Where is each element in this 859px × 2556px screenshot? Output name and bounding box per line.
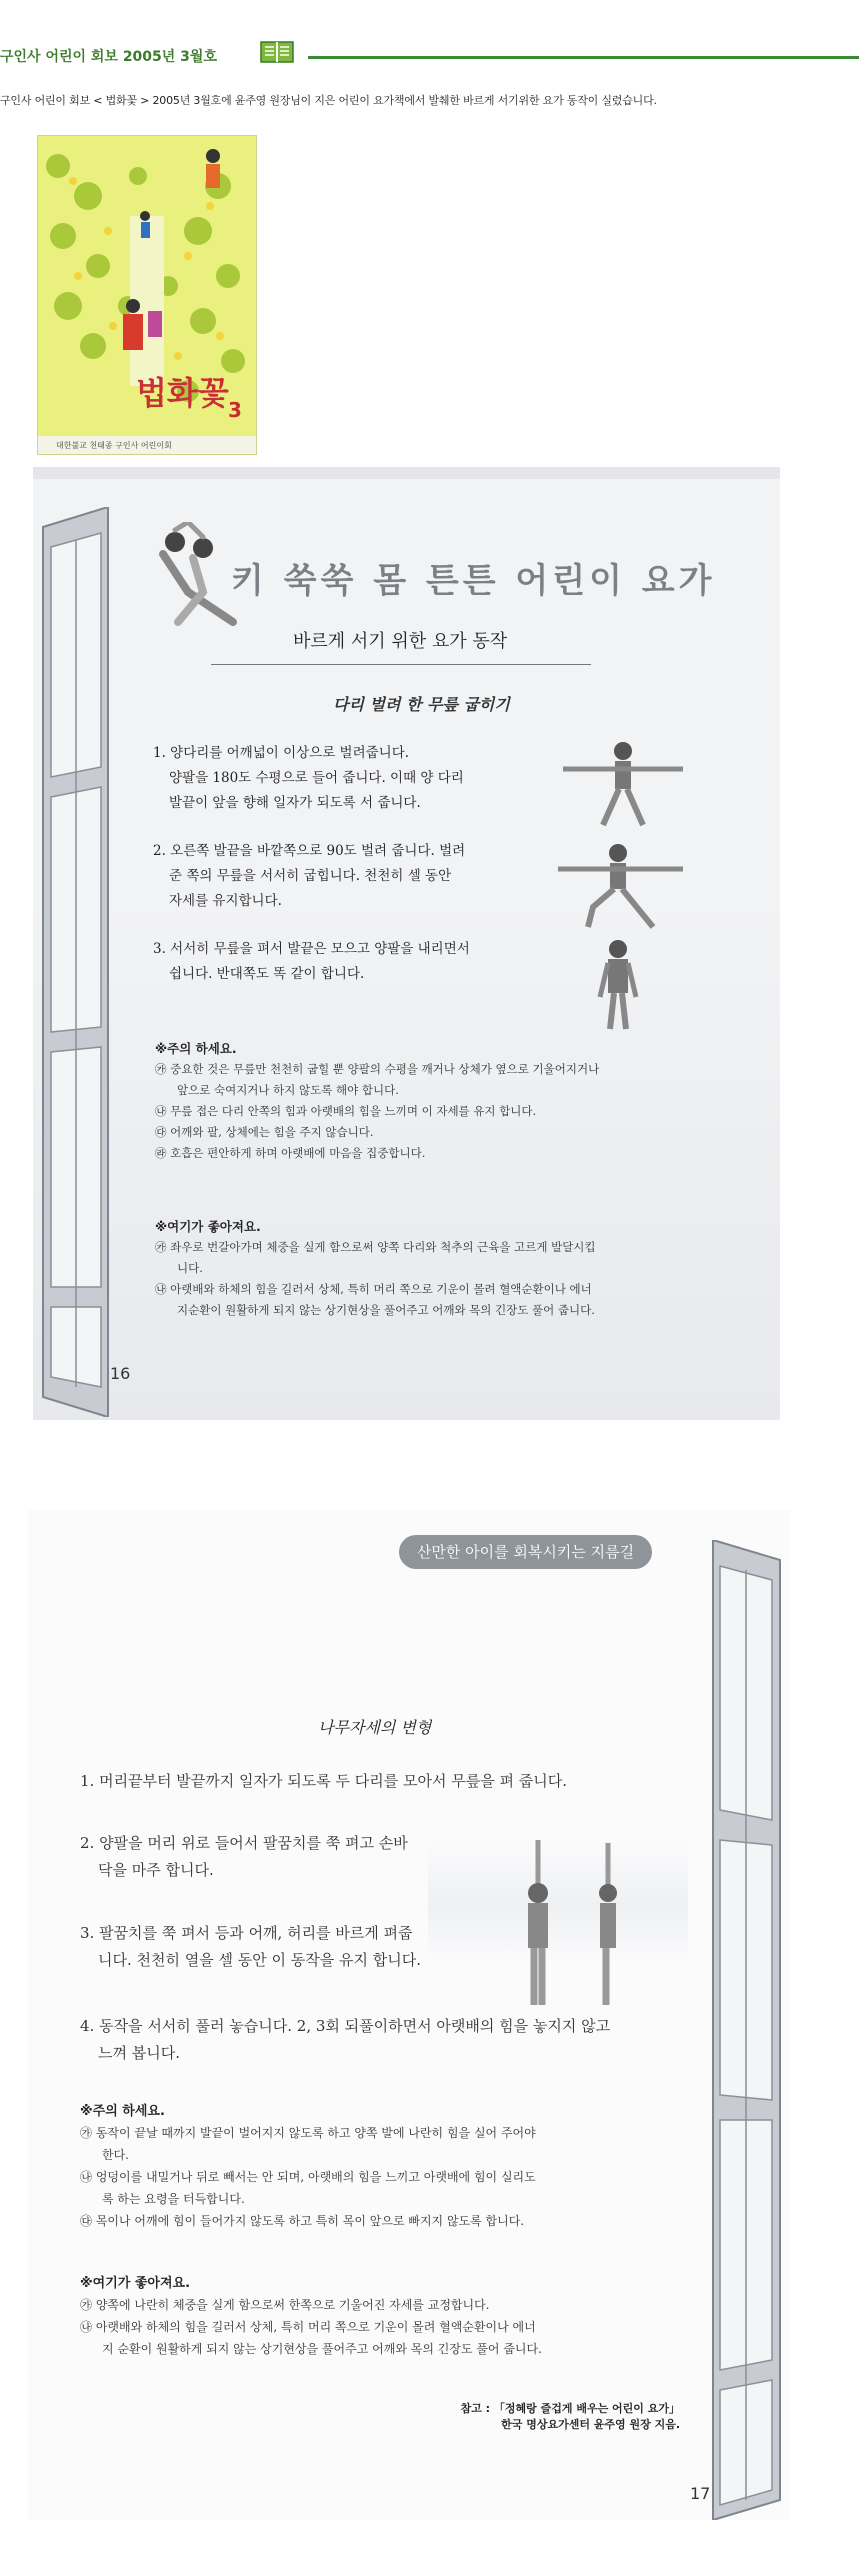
window-illustration <box>708 1540 790 2520</box>
caution-list: ㉮ 동작이 끝날 때까지 발끝이 벌어지지 않도록 하고 양쪽 발에 나란히 힘을 실어 주어야 한다. ㉯ 엉덩이를 내밀거나 뒤로 빼서는 안 되며, 아랫배의 힘을 느끼고 아랫배에 힘이 실리도 록 하는 요령을 터득합니다. ㉰ 목이나 어깨에 힘이 들어가지 않도록 하고 특히 목이 앞으로 빠지지 않도록 합니다. <box>80 2126 536 2228</box>
page-title: 구인사 어린이 회보 2005년 3월호 <box>0 49 217 65</box>
step-3: 3. 팔꿈치를 쭉 펴서 등과 어깨, 허리를 바르게 펴줍 니다. 천천히 열을 셀 동안 이 동작을 유지 합니다. <box>80 1924 421 1969</box>
pose-figure-1 <box>553 737 693 827</box>
tree-pose-figures <box>498 1835 648 2010</box>
caution-title: ※주의 하세요. <box>80 2104 165 2119</box>
series-header: 키 쑥쑥 몸 튼튼 어린이 요가 <box>231 561 716 601</box>
benefit-title: ※여기가 좋아져요. <box>155 1219 261 1234</box>
step-3: 3. 서서히 무릎을 펴서 발끝은 모으고 양팔을 내리면서 쉽니다. 반대쪽도 똑 같이 합니다. <box>153 941 470 982</box>
page-subtitle: 바르게 서기 위한 요가 동작 <box>293 631 508 652</box>
benefit-list: ㉮ 좌우로 번갈아가며 체중을 실게 함으로써 양쪽 다리와 척추의 근육을 고르게 발달시킵 니다. ㉯ 아랫배와 하체의 힘을 길러서 상체, 특히 머리 쪽으로 기운이 몰려 혈액순환이나 에너 지순환이 원활하게 되지 않는 상기현상을 풀어주고 어깨와 목의 긴장도 풀어 줍니다. <box>155 1240 596 1317</box>
caution-list: ㉮ 중요한 것은 무릎만 천천히 굽힐 뿐 양팔의 수평을 깨거나 상체가 옆으로 기울어지거나 앞으로 숙여지거나 하지 않도록 해야 합니다. ㉯ 무릎 접은 다리 안쪽의 힘과 아랫배의 힘을 느끼며 이 자세를 유지 합니다. ㉰ 어깨와 팔, 상체에는 힘을 주지 않습니다. ㉱ 호흡은 편안하게 하며 아랫배에 마음을 집중합니다. <box>155 1062 600 1160</box>
pose-figure-3 <box>578 937 658 1032</box>
benefit-list: ㉮ 양쪽에 나란히 체중을 실게 함으로써 한쪽으로 기울어진 자세를 교정합니다. ㉯ 아랫배와 하체의 힘을 길러서 상체, 특히 머리 쪽으로 기운이 몰려 혈액순환이나 에너 지 순환이 원활하게 되지 않는 상기현상을 풀어주고 어깨와 목의 긴장도 풀어 줍니다. <box>80 2298 542 2356</box>
pose-title: 다리 벌려 한 무릎 굽히기 <box>333 695 510 714</box>
book-icon <box>260 40 294 64</box>
header-divider <box>308 56 859 59</box>
page-top-band <box>33 467 780 479</box>
pose-title: 나무자세의 변형 <box>318 1718 432 1737</box>
page-number: 16 <box>110 1364 131 1383</box>
step-2: 2. 양팔을 머리 위로 들어서 팔꿈치를 쭉 펴고 손바 닥을 마주 합니다. <box>80 1834 408 1879</box>
reference: 참고 : 「정혜랑 즐겁게 배우는 어린이 요가」 한국 명상요가센터 윤주영 원장 지음. <box>460 2402 680 2431</box>
caution-title: ※주의 하세요. <box>155 1041 237 1056</box>
step-1: 1. 머리끝부터 발끝까지 일자가 되도록 두 다리를 모아서 무릎을 펴 줍니다. <box>80 1772 567 1790</box>
subtitle-divider <box>211 664 591 665</box>
cover-logo: 법화꽃 <box>136 374 229 412</box>
section-pill: 산만한 아이를 회복시키는 지름길 <box>399 1535 652 1569</box>
page-number: 17 <box>690 2484 711 2503</box>
cover-publisher: 대한불교 천태종 구인사 어린이회 <box>56 441 172 450</box>
cover-issue-number: 3 <box>228 398 242 422</box>
benefit-title: ※여기가 좋아져요. <box>80 2276 191 2291</box>
breadcrumb: 구인사 어린이 회보 < 법화꽃 > 2005년 3월호에 윤주영 원장님이 지은 어린이 요가책에서 발췌한 바르게 서기위한 요가 동작이 실렸습니다. <box>0 94 657 107</box>
kids-yoga-illustration <box>143 522 243 632</box>
yoga-page-17 <box>28 1510 790 2520</box>
step-2: 2. 오른쪽 발끝을 바깥쪽으로 90도 벌려 줍니다. 벌려 준 쪽의 무릎을 서서히 굽힙니다. 천천히 셀 동안 자세를 유지합니다. <box>153 843 466 909</box>
yoga-page-16 <box>33 467 780 1420</box>
step-1: 1. 양다리를 어깨넓이 이상으로 벌려줍니다. 양팔을 180도 수평으로 들어 줍니다. 이때 양 다리 발끝이 앞을 향해 일자가 되도록 서 줍니다. <box>153 745 464 811</box>
pose-figure-2 <box>548 839 698 929</box>
window-illustration <box>33 507 113 1417</box>
magazine-cover <box>37 135 257 455</box>
step-4: 4. 동작을 서서히 풀러 놓습니다. 2, 3회 되풀이하면서 아랫배의 힘을 놓지지 않고 느껴 봅니다. <box>80 2017 611 2062</box>
